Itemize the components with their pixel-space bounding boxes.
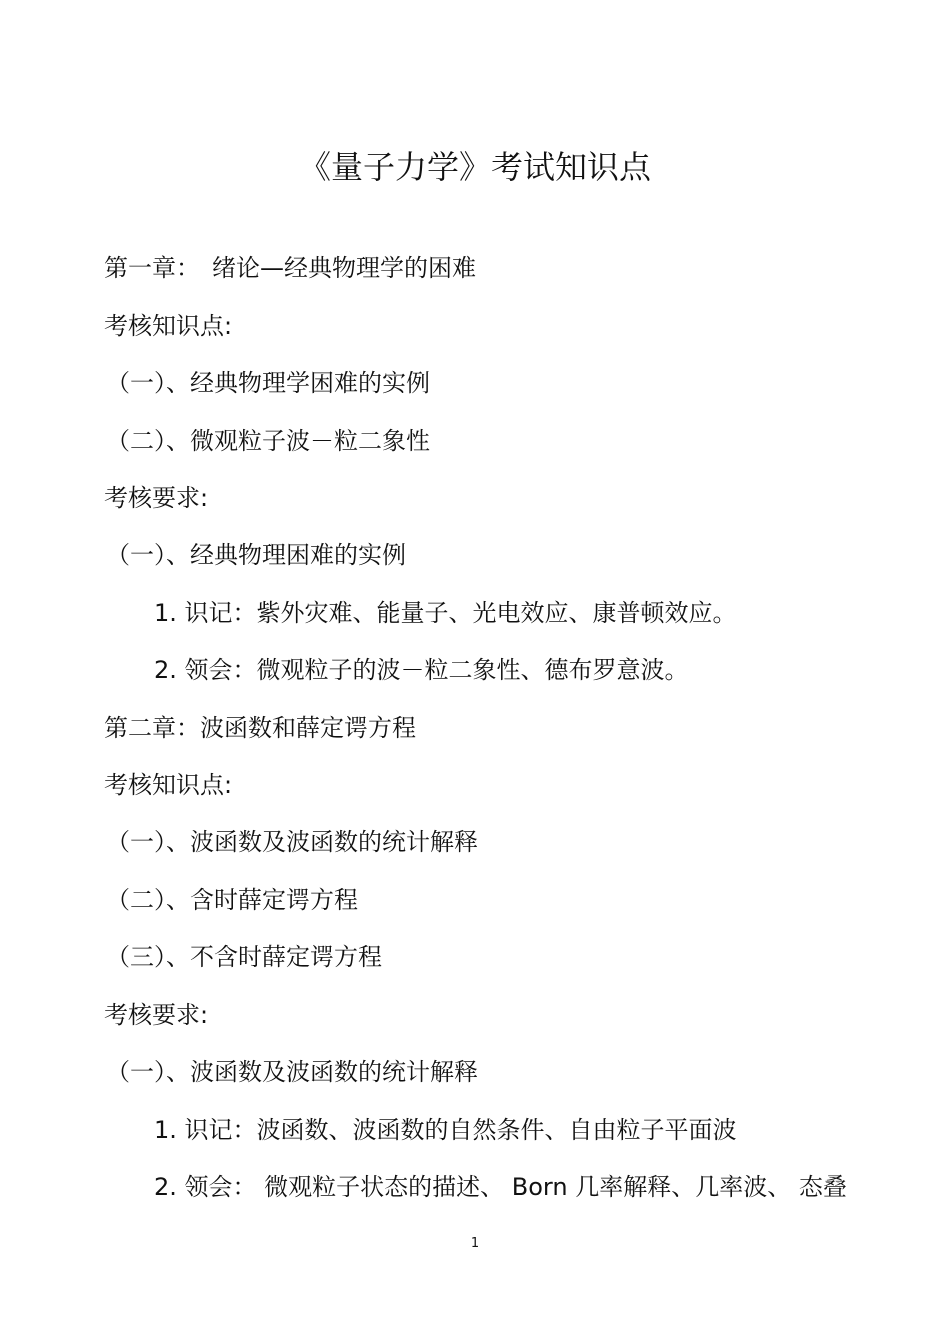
section-label-requirements: 考核要求:	[104, 484, 209, 512]
chapter-2-heading: 第二章：波函数和薛定谔方程	[104, 714, 416, 742]
requirement-subitem: 2. 领会： 微观粒子状态的描述、 Born 几率解释、几率波、 态叠	[154, 1173, 847, 1201]
requirement-subitem: 1. 识记：紫外灾难、能量子、光电效应、康普顿效应。	[154, 599, 737, 627]
knowledge-point-item: （二）、微观粒子波－粒二象性	[106, 427, 430, 455]
requirement-subitem: 2. 领会：微观粒子的波－粒二象性、德布罗意波。	[154, 656, 689, 684]
requirement-subitem: 1. 识记：波函数、波函数的自然条件、自由粒子平面波	[154, 1116, 737, 1144]
knowledge-point-item: （二）、含时薛定谔方程	[106, 886, 358, 914]
requirement-item: （一）、波函数及波函数的统计解释	[106, 1058, 478, 1086]
section-label-requirements: 考核要求:	[104, 1001, 209, 1029]
page-number: 1	[470, 1236, 480, 1251]
knowledge-point-item: （一）、波函数及波函数的统计解释	[106, 828, 478, 856]
requirement-item: （一）、经典物理困难的实例	[106, 541, 406, 569]
section-label-knowledge-points: 考核知识点:	[104, 771, 233, 799]
document-title: 《量子力学》考试知识点	[298, 148, 651, 186]
knowledge-point-item: （三）、不含时薛定谔方程	[106, 943, 382, 971]
section-label-knowledge-points: 考核知识点:	[104, 312, 233, 340]
knowledge-point-item: （一）、经典物理学困难的实例	[106, 369, 430, 397]
chapter-1-heading: 第一章： 绪论—经典物理学的困难	[104, 254, 476, 282]
